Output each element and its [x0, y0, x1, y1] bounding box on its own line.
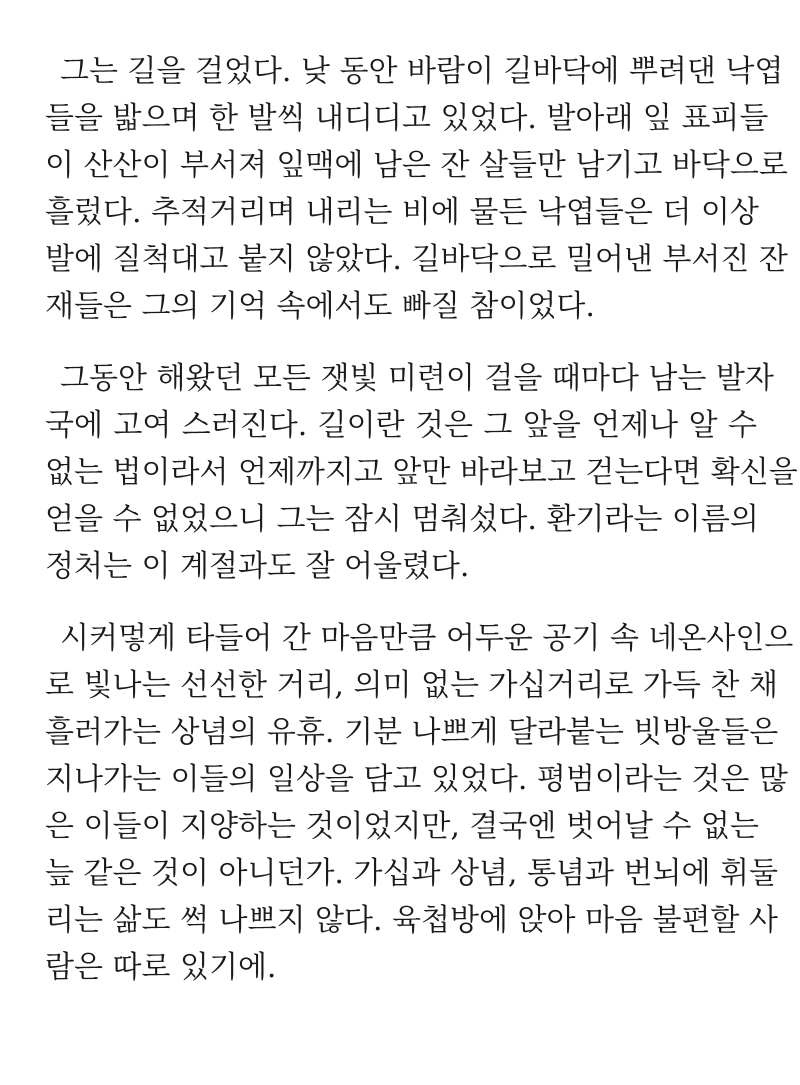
text-line: 재들은 그의 기억 속에서도 빠질 참이었다. [45, 289, 595, 324]
text-line: 람은 따로 있기에. [45, 950, 277, 985]
text-line: 흘러가는 상념의 유휴. 기분 나쁘게 달라붙는 빗방울들은 [45, 715, 779, 750]
paragraph-1 [45, 48, 788, 330]
text-line: 들을 밟으며 한 발씩 내디디고 있었다. 발아래 잎 표피들 [45, 101, 769, 136]
paragraph-2 [45, 355, 798, 590]
paragraph-3 [45, 615, 794, 991]
text-line: 로 빛나는 선선한 거리, 의미 없는 가십거리로 가득 찬 채 [45, 668, 778, 703]
text-line: 시커멓게 타들어 간 마음만큼 어두운 공기 속 네온사인으 [60, 621, 794, 656]
text-line: 흘렀다. 추적거리며 내리는 비에 물든 낙엽들은 더 이상 [45, 195, 759, 230]
text-line: 늪 같은 것이 아니던가. 가십과 상념, 통념과 번뇌에 휘둘 [45, 856, 778, 891]
text-line: 그동안 해왔던 모든 잿빛 미련이 걸을 때마다 남는 발자 [60, 361, 774, 396]
text-line: 얻을 수 없었으니 그는 잠시 멈춰섰다. 환기라는 이름의 [45, 502, 759, 537]
text-line: 정처는 이 계절과도 잘 어울렸다. [45, 549, 470, 584]
text-line: 그는 길을 걸었다. 낮 동안 바람이 길바닥에 뿌려댄 낙엽 [60, 54, 784, 89]
text-line: 지나가는 이들의 일상을 담고 있었다. 평범이라는 것은 많 [45, 762, 788, 797]
text-line: 발에 질척대고 붙지 않았다. 길바닥으로 밀어낸 부서진 잔 [45, 242, 788, 277]
text-line: 이 산산이 부서져 잎맥에 남은 잔 살들만 남기고 바닥으로 [45, 148, 788, 183]
text-line: 은 이들이 지양하는 것이었지만, 결국엔 벗어날 수 없는 [45, 809, 759, 844]
text-line: 없는 법이라서 언제까지고 앞만 바라보고 걷는다면 확신을 [45, 455, 798, 490]
text-line: 리는 삶도 썩 나쁘지 않다. 육첩방에 앉아 마음 불편할 사 [45, 903, 778, 938]
text-line: 국에 고여 스러진다. 길이란 것은 그 앞을 언제나 알 수 [45, 408, 757, 443]
